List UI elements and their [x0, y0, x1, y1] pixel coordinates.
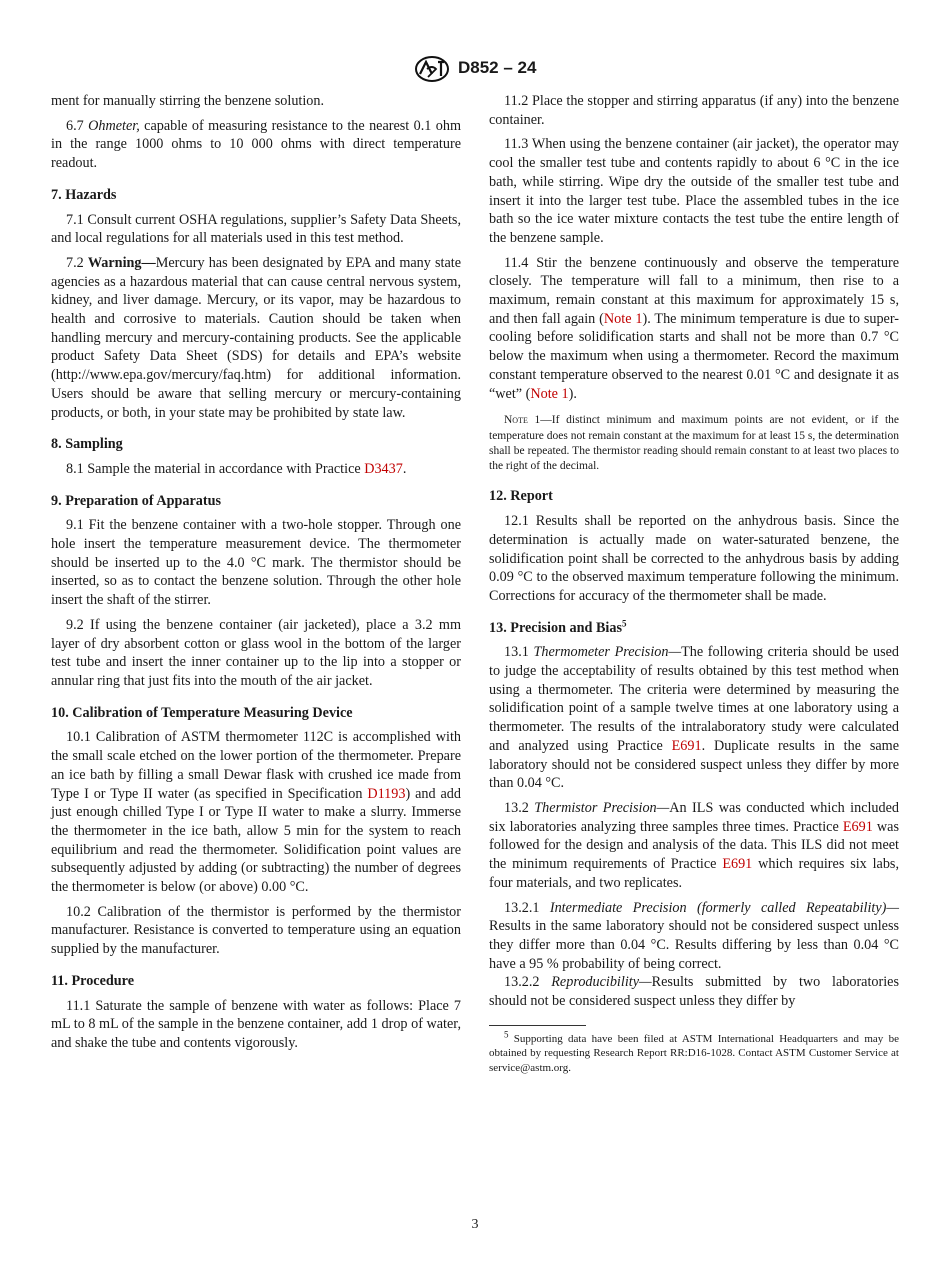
paragraph-text: ).: [568, 385, 577, 402]
footnote-number: 5: [504, 1029, 509, 1040]
section-number: 13.2: [504, 799, 529, 816]
heading-procedure: 11. Procedure: [51, 972, 135, 989]
paragraph-13-1: [489, 643, 899, 793]
paragraph-text: .: [402, 460, 407, 477]
paragraph-text: 8.1 Sample the material in accordance with Practice: [66, 460, 365, 477]
paragraph-11-1: 11.1 Saturate the sample of benzene with water as follows: Place 7 mL to 8 mL of the sample in the benzene container, add 1 drop of water, and shake the tube and contents vigorously.: [51, 997, 461, 1051]
paragraph-8-1: [51, 460, 461, 479]
footnote-marker: 5: [621, 617, 627, 628]
note-link[interactable]: Note 1: [530, 385, 569, 402]
paragraph-7-2: [51, 254, 461, 422]
footnote-text: Supporting data have been filed at ASTM International Headquarters and may be obtained by requesting Research Report RR:D16-1028. Contact ASTM Customer Service at service@astm.org.: [489, 1032, 899, 1074]
paragraph-13-2-2: [489, 973, 899, 1010]
paragraph-text: ). The minimum temperature is due to super-cooling before solidification starts and shall not be more than 0.7 °C below the maximum when using a thermometer. Record the maximum constant temperature observed to the nearest 0.01 °C and designate it as “wet” (: [489, 310, 899, 402]
paragraph-13-2: [489, 799, 899, 893]
paragraph-10-1: [51, 728, 461, 896]
heading-report: 12. Report: [489, 488, 553, 505]
page-header: [0, 56, 950, 86]
heading-sampling: 8. Sampling: [51, 436, 123, 453]
section-number: 7.2: [66, 254, 84, 271]
document-id: D852 – 24: [458, 58, 537, 77]
reference-link[interactable]: E691: [722, 856, 753, 873]
paragraph-6-7: [51, 117, 461, 173]
section-number: 13.1: [504, 644, 529, 661]
paragraph-text: was followed for the design and analysis of the data. This ILS did not meet the minimum requirements of Practice: [489, 818, 899, 873]
section-number: 6.7: [66, 117, 84, 134]
heading-text: 13. Precision and Bias: [489, 619, 622, 636]
term-title: Thermistor Precision—: [534, 799, 670, 816]
paragraph-text: which requires six labs, four materials, and two replicates.: [489, 856, 900, 891]
paragraph-13-2-1: [489, 899, 899, 974]
paragraph-11-3: 11.3 When using the benzene container (air jacket), the operator may cool the smaller test tube and contents rapidly to about 6 °C in the ice bath, while stirring. Wipe dry the outside of the smaller test tube and insert it into the larger test tube. Place the assembled tubes in the ice bath so the ice water mixture contacts the test tube the entire length of the benzene sample.: [489, 136, 899, 246]
term-title: Intermediate Precision (formerly called Repeatability)—: [549, 899, 899, 916]
paragraph-text: capable of measuring resistance to the nearest 0.1 ohm in the range 1000 ohms to 10 000 ohms with direct temperature readout.: [51, 117, 462, 172]
reference-link[interactable]: E691: [671, 737, 702, 754]
paragraph-text: The following criteria should be used to judge the acceptability of results obtained by this test method when using a thermometer. The criteria were determined by measuring the solidification point of a sample twelve times at one laboratory using a thermometer. The results of the intralaboratory study were calculated and analyzed using Practice: [489, 644, 899, 754]
note-1: [489, 413, 899, 474]
heading-hazards: 7. Hazards: [51, 186, 117, 203]
paragraph-text: ) and add just enough chilled Type I or Type II water to make a slurry. Immerse the thermometer in the ice bath, allow 5 min for the system to reach equilibrium and read the thermometer. Solidification point values are subsequently adjusted by adding (or subtracting) the number of degrees the thermometer is below (or above) 0.00 °C.: [51, 785, 461, 896]
reference-link[interactable]: D3437: [364, 460, 403, 477]
paragraph-text: Results in the same laboratory should not be considered suspect unless they differ more than 0.04 °C. Results differing by less than 0.04 °C have a 95 % probability of being correct.: [489, 918, 899, 972]
paragraph-12-1: 12.1 Results shall be reported on the anhydrous basis. Since the determination is actually made on water-saturated benzene, the solidification point shall be corrected to the anhydrous basis by adding 0.09 °C to the observed maximum temperature following the minimum. Corrections for accuracy of the thermometer shall be made.: [489, 513, 899, 604]
paragraph-9-1: 9.1 Fit the benzene container with a two-hole stopper. Through one hole insert the temperature measurement device. The thermometer should be inserted up to the 4.0 °C mark. The thermistor should be inserted, so as to contact the benzene solution. Through the other hole insert the shaft of the stirrer.: [51, 517, 461, 609]
reference-link[interactable]: D1193: [367, 785, 406, 802]
note-label: Note 1: [504, 414, 541, 427]
note-text: —If distinct minimum and maximum points are not evident, or if the temperature does not remain constant at the maximum for at least 15 s, the determination shall be repeated. The thermistor reading should remain constant to at least two places to the right of the decimal.: [489, 414, 899, 473]
astm-logo-icon: [414, 56, 450, 82]
heading-precision: [489, 619, 899, 638]
term-title: Reproducibility—: [551, 974, 652, 991]
paragraph-text: Mercury has been designated by EPA and many state agencies as a hazardous material that can cause central nervous system, kidney, and liver damage. Mercury, or its vapor, may be hazardous to health and corrosive to materials. Caution should be taken when handling mercury and mercury-containing products. See the applicable product Safety Data Sheet (SDS) for details and EPA’s website (http://www.epa.gov/mercury/faq.htm) for additional information. Users should be aware that selling mercury or mercury-containing products, or both, in your state may be prohibited by state law.: [51, 254, 462, 421]
section-number: 13.2.2: [504, 974, 540, 991]
heading-preparation: 9. Preparation of Apparatus: [51, 492, 221, 509]
footnote-divider: [489, 1025, 586, 1026]
left-column: [51, 92, 461, 1059]
paragraph-9-2: 9.2 If using the benzene container (air jacketed), place a 3.2 mm layer of dry absorbent cotton or glass wool in the bottom of the larger test tube and insert the inner container up to the lip into a stopper or annular ring that just fits into the mouth of the air jacket.: [51, 616, 461, 689]
paragraph-11-2: 11.2 Place the stopper and stirring apparatus (if any) into the benzene container.: [489, 93, 899, 128]
warning-label: Warning—: [87, 254, 156, 271]
paragraph-text: Results submitted by two laboratories should not be considered suspect unless they differ by: [489, 974, 899, 1010]
paragraph-text: 11.4 Stir the benzene continuously and observe the temperature closely. The temperature will fall to a minimum, then rise to a maximum, remain constant at this maximum for approximately 15 s, and then fall again (: [489, 254, 899, 327]
term-title: Thermometer Precision—: [533, 644, 682, 661]
note-link[interactable]: Note 1: [603, 310, 643, 327]
paragraph-11-4: [489, 254, 899, 404]
paragraph-7-1: 7.1 Consult current OSHA regulations, supplier’s Safety Data Sheets, and local regulations for all materials used in this test method.: [51, 211, 461, 247]
paragraph-text: . Duplicate results in the same laboratory should not be considered suspect unless they differ by more than 0.04 °C.: [489, 737, 899, 792]
page-number: 3: [471, 1217, 479, 1232]
reference-link[interactable]: E691: [842, 818, 873, 835]
paragraph-continuation: ment for manually stirring the benzene solution.: [51, 93, 325, 109]
paragraph-10-2: 10.2 Calibration of the thermistor is performed by the thermistor manufacturer. Resistance is converted to temperature using an equation supplied by the manufacturer.: [51, 903, 461, 958]
right-column: [489, 92, 899, 1075]
section-number: 13.2.1: [504, 899, 540, 916]
heading-calibration: 10. Calibration of Temperature Measuring Device: [51, 704, 353, 721]
footnote-5: [489, 1029, 899, 1076]
paragraph-text: An ILS was conducted which included six laboratories analyzing three samples three times. Practice: [489, 799, 900, 835]
term-title: Ohmeter,: [88, 117, 140, 134]
paragraph-text: 10.1 Calibration of ASTM thermometer 112C is accomplished with the small scale etched on the lower portion of the thermometer. Prepare an ice bath by filling a small Dewar flask with crushed ice made from Type I or Type II water (as specified in Specification: [51, 729, 461, 802]
